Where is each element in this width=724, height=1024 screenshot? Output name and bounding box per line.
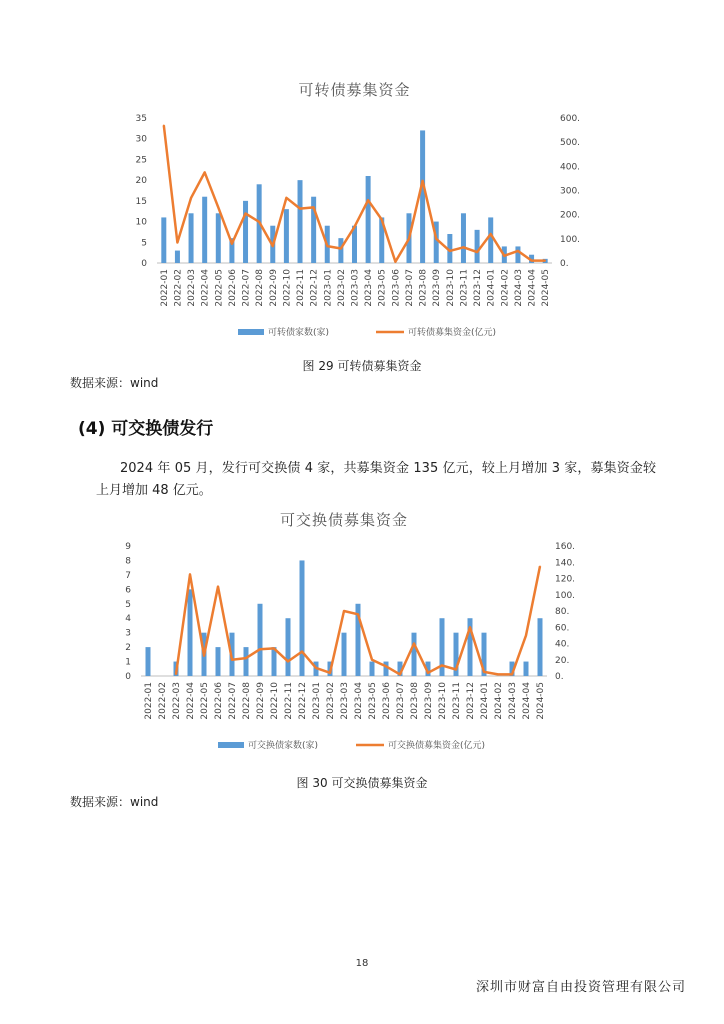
x-tick-label: 2024-01 <box>480 682 490 720</box>
x-tick-label: 2024-05 <box>536 682 546 720</box>
x-tick-label: 2023-08 <box>418 269 429 307</box>
bar-mark <box>412 633 417 676</box>
line-point <box>413 643 415 645</box>
line-point <box>245 657 247 659</box>
line-point <box>190 197 192 199</box>
line-point <box>435 238 437 240</box>
line-point <box>422 180 424 182</box>
line-point <box>340 248 342 250</box>
line-point <box>408 238 410 240</box>
y-left-tick-label: 0 <box>141 259 147 269</box>
y-left-tick-label: 5 <box>141 238 147 249</box>
line-point <box>177 242 179 244</box>
x-tick-label: 2022-09 <box>268 269 279 307</box>
convertible-bond-chart <box>0 60 724 360</box>
y-right-tick-label: 20. <box>555 655 570 666</box>
bar-mark <box>515 246 520 263</box>
line-point <box>258 221 260 223</box>
line-point <box>217 207 219 209</box>
x-tick-label: 2024-05 <box>541 269 552 307</box>
y-left-tick-label: 9 <box>125 542 131 552</box>
y-left-tick-label: 6 <box>125 585 131 596</box>
x-tick-label: 2023-01 <box>323 269 334 307</box>
line-point <box>354 226 356 228</box>
line-point <box>399 674 401 676</box>
data-source-2: 数据来源：wind <box>70 795 159 809</box>
line-point <box>455 669 457 671</box>
line-point <box>483 671 485 673</box>
bar-mark <box>370 662 375 676</box>
line-point <box>539 566 541 568</box>
bar-mark <box>244 647 249 676</box>
bar-mark <box>202 197 207 263</box>
line-point <box>511 674 513 676</box>
bar-mark <box>258 604 263 676</box>
x-tick-label: 2023-11 <box>452 682 462 720</box>
y-left-tick-label: 4 <box>125 614 131 625</box>
y-left-tick-label: 30 <box>135 134 147 145</box>
x-tick-label: 2022-07 <box>228 682 238 720</box>
x-tick-label: 2022-03 <box>187 269 198 307</box>
x-tick-label: 2023-05 <box>377 269 388 307</box>
chart-title: 可交换债募集资金 <box>279 511 409 529</box>
line-point <box>217 586 219 588</box>
figure-30-caption: 图 30 可交换债募集资金 <box>296 776 428 790</box>
y-left-tick-label: 3 <box>125 628 131 639</box>
legend-line-label: 可交换债募集资金(亿元) <box>388 741 486 751</box>
line-point <box>245 213 247 215</box>
x-tick-label: 2022-02 <box>173 269 184 307</box>
line-point <box>385 665 387 667</box>
line-point <box>315 667 317 669</box>
chart-title: 可转债募集资金 <box>298 81 411 99</box>
x-tick-label: 2022-07 <box>241 269 252 307</box>
x-tick-label: 2024-04 <box>527 269 538 307</box>
line-point <box>371 659 373 661</box>
line-point <box>287 661 289 663</box>
x-tick-label: 2023-07 <box>396 682 406 720</box>
x-tick-label: 2023-03 <box>350 269 361 307</box>
y-right-tick-label: 120. <box>555 574 576 585</box>
line-point <box>367 199 369 201</box>
line-point <box>544 260 546 262</box>
line-point <box>463 246 465 248</box>
x-tick-label: 2022-08 <box>242 682 252 720</box>
bar-mark <box>384 662 389 676</box>
x-tick-label: 2022-05 <box>200 682 210 720</box>
x-tick-label: 2023-02 <box>326 682 336 720</box>
exchangeable-bond-chart-svg <box>0 500 724 770</box>
line-point <box>204 172 206 174</box>
page-number: 18 <box>355 958 369 969</box>
legend-line-label: 可转债募集资金(亿元) <box>408 328 497 338</box>
figure-29-caption: 图 29 可转债募集资金 <box>302 359 422 373</box>
x-tick-label: 2022-11 <box>296 269 307 307</box>
line-point <box>449 250 451 252</box>
bar-mark <box>175 251 180 263</box>
x-tick-label: 2022-08 <box>255 269 266 307</box>
bar-mark <box>146 647 151 676</box>
bar-mark <box>461 213 466 263</box>
section-heading: (4) 可交换债发行 <box>78 419 214 439</box>
x-tick-label: 2024-02 <box>494 682 504 720</box>
line-point <box>231 243 233 245</box>
x-tick-label: 2022-10 <box>282 269 293 307</box>
line-point <box>476 251 478 253</box>
y-left-tick-label: 5 <box>125 599 131 610</box>
x-tick-label: 2023-09 <box>432 269 443 307</box>
line-point <box>531 260 533 262</box>
x-tick-label: 2022-05 <box>214 269 225 307</box>
y-left-tick-label: 20 <box>135 176 147 187</box>
data-source-1: 数据来源：wind <box>70 376 159 390</box>
convertible-bond-chart-svg <box>0 60 724 360</box>
y-right-tick-label: 500. <box>560 138 581 149</box>
section-paragraph: 2024 年 05 月，发行可交换债 4 家，共募集资金 135 亿元，较上月增加 3 家，募集资金较上月增加 48 亿元。 <box>96 461 656 498</box>
line-point <box>189 574 191 576</box>
line-point <box>231 659 233 661</box>
x-tick-label: 2024-03 <box>513 269 524 307</box>
company-name: 深圳市财富自由投资管理有限公司 <box>475 980 686 995</box>
y-right-tick-label: 300. <box>560 186 581 197</box>
y-left-tick-label: 15 <box>135 196 147 207</box>
y-right-tick-label: 80. <box>555 607 570 617</box>
x-tick-label: 2022-10 <box>270 682 280 720</box>
x-tick-label: 2023-06 <box>391 269 402 307</box>
x-tick-label: 2023-05 <box>368 682 378 720</box>
x-tick-label: 2022-12 <box>309 269 320 307</box>
x-tick-label: 2022-06 <box>227 269 238 307</box>
x-tick-label: 2023-06 <box>382 682 392 720</box>
x-tick-label: 2024-01 <box>486 269 497 307</box>
x-tick-label: 2022-04 <box>200 269 211 307</box>
x-tick-label: 2022-12 <box>298 682 308 720</box>
line-point <box>163 124 165 126</box>
bar-mark <box>286 618 291 676</box>
x-tick-label: 2023-01 <box>312 682 322 720</box>
bar-mark <box>420 130 425 263</box>
line-point <box>469 626 471 628</box>
line-point <box>273 648 275 650</box>
legend-bar-label: 可转债家数(家) <box>268 328 330 338</box>
bar-mark <box>488 217 493 263</box>
bar-mark <box>538 618 543 676</box>
x-tick-label: 2024-04 <box>522 682 532 720</box>
y-right-tick-label: 60. <box>555 623 570 634</box>
line-point <box>286 197 288 199</box>
x-tick-label: 2022-06 <box>214 682 224 720</box>
x-tick-label: 2024-02 <box>500 269 511 307</box>
y-left-tick-label: 10 <box>135 217 147 228</box>
line-point <box>329 672 331 674</box>
bar-mark <box>189 213 194 263</box>
y-right-tick-label: 0. <box>555 672 564 682</box>
x-tick-label: 2022-04 <box>186 682 196 720</box>
y-right-tick-label: 0. <box>560 259 569 269</box>
line-point <box>259 648 261 650</box>
y-right-tick-label: 200. <box>560 210 581 221</box>
x-tick-label: 2023-11 <box>459 269 470 307</box>
y-right-tick-label: 160. <box>555 542 576 552</box>
line-point <box>203 655 205 657</box>
line-point <box>490 233 492 235</box>
x-tick-label: 2024-03 <box>508 682 518 720</box>
legend-bar-label: 可交换债家数(家) <box>248 741 319 751</box>
bar-mark <box>243 201 248 263</box>
y-right-tick-label: 100. <box>560 234 581 245</box>
line-point <box>427 672 429 674</box>
line-point <box>301 651 303 653</box>
bar-mark <box>475 230 480 263</box>
y-right-tick-label: 40. <box>555 639 570 650</box>
bar-mark <box>298 180 303 263</box>
line-point <box>175 674 177 676</box>
x-tick-label: 2023-12 <box>466 682 476 720</box>
bar-mark <box>342 633 347 676</box>
bar-mark <box>161 217 166 263</box>
line-point <box>395 261 397 263</box>
x-tick-label: 2023-04 <box>354 682 364 720</box>
y-right-tick-label: 140. <box>555 558 576 569</box>
y-left-tick-label: 0 <box>125 672 131 682</box>
line-point <box>343 610 345 612</box>
line-point <box>525 635 527 637</box>
x-tick-label: 2023-10 <box>438 682 448 720</box>
exchangeable-bond-chart <box>0 500 724 770</box>
bar-mark <box>338 238 343 263</box>
x-tick-label: 2022-02 <box>158 682 168 720</box>
y-left-tick-label: 1 <box>125 657 131 668</box>
line-point <box>272 245 274 247</box>
legend-bar-swatch <box>218 742 244 748</box>
x-tick-label: 2022-03 <box>172 682 182 720</box>
y-right-tick-label: 100. <box>555 590 576 601</box>
bar-mark <box>284 209 289 263</box>
x-tick-label: 2023-03 <box>340 682 350 720</box>
line-point <box>497 674 499 676</box>
bar-mark <box>188 589 193 676</box>
line-point <box>441 665 443 667</box>
x-tick-label: 2022-01 <box>159 269 170 307</box>
x-tick-label: 2022-01 <box>144 682 154 720</box>
x-tick-label: 2023-04 <box>364 269 375 307</box>
x-tick-label: 2022-11 <box>284 682 294 720</box>
y-left-tick-label: 7 <box>125 570 131 581</box>
x-tick-label: 2023-10 <box>445 269 456 307</box>
y-left-tick-label: 8 <box>125 556 131 567</box>
legend-bar-swatch <box>238 329 264 335</box>
bar-mark <box>216 213 221 263</box>
x-tick-label: 2023-08 <box>410 682 420 720</box>
line-point <box>504 255 506 257</box>
x-tick-label: 2023-07 <box>404 269 415 307</box>
bar-mark <box>216 647 221 676</box>
line-point <box>517 250 519 252</box>
bar-mark <box>524 662 529 676</box>
line-point <box>299 208 301 210</box>
y-right-tick-label: 600. <box>560 114 581 124</box>
line-point <box>326 245 328 247</box>
y-right-tick-label: 400. <box>560 162 581 173</box>
y-left-tick-label: 25 <box>135 155 147 166</box>
x-tick-label: 2023-02 <box>336 269 347 307</box>
line-point <box>313 207 315 209</box>
bar-mark <box>300 560 305 676</box>
bar-mark <box>366 176 371 263</box>
y-left-tick-label: 2 <box>125 643 131 654</box>
line-point <box>381 219 383 221</box>
x-tick-label: 2023-09 <box>424 682 434 720</box>
line-point <box>357 613 359 615</box>
y-left-tick-label: 35 <box>135 114 147 124</box>
x-tick-label: 2022-09 <box>256 682 266 720</box>
x-tick-label: 2023-12 <box>473 268 484 307</box>
